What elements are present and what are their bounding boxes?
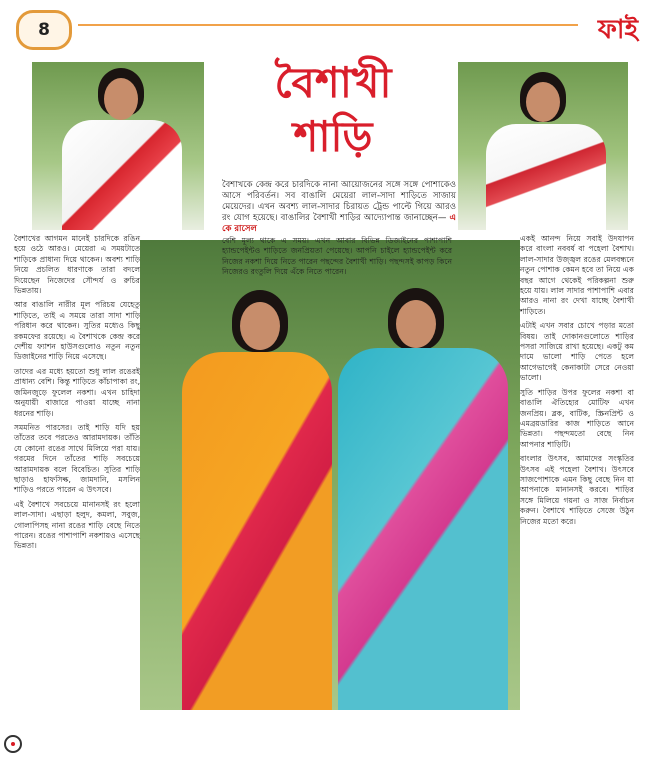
col1-para-4: সমমনিত পারসের। তাই শাড়ি যদি হয় তাঁতের তবে পরতেও আরামদায়ক। তাঁতি যে কোনো রঙের সাথে মিলিয়ে পরা যায়। গরমের দিনে তাঁতের শাড়ি সবচেয়ে আরামদায়ক বলে বিবেচিত। সুতির শাড়ি ছাড়াও হাফসিল্ক, জামদানি, মসলিন শাড়িও পরতে পারেন এ উৎসবে।	[14, 422, 140, 495]
article-title	[208, 58, 458, 178]
photo-model-white-saree	[32, 62, 204, 230]
column-left	[14, 234, 140, 556]
brand-logo: ফাই	[597, 15, 638, 45]
col3-para-4: বাংলার উৎসব, আমাদের সংস্কৃতির উৎসব এই পহেলা বৈশাখ। উৎসবে সাজপোশাকে এমন কিছু বেছে নিন যা আপনাকে মানানসই করবে। শাড়ির সঙ্গে মিলিয়ে গয়না ও সাজ নির্বাচন করুন। বৈশাখে শাড়িতে সেজে উঠুন নিজের মতো করে।	[520, 454, 634, 526]
col1-para-3: তাদের এর মধ্যে হয়তো শুধু লাল রঙেরই প্রাধান্য বেশি। কিন্তু শাড়িতে কাঁচাপাকা রং, জমিনজুড়ে ফুলেল নকশা। এখন চাহিদা অনুযায়ী বাজারে পাওয়া যাচ্ছে নানা ধরনের শাড়ি।	[14, 366, 140, 418]
title-line-2: শাড়ি	[293, 112, 373, 161]
page-header	[0, 0, 650, 50]
column-right	[520, 234, 634, 531]
col3-para-2: এটাই এখন সবার চোখে পড়ার মতো বিষয়। তাই দোকানগুলোতে শাড়ির পসরা সাজিয়ে রাখা হয়েছে। একটু কম দামে ভালো শাড়ি পেতে হলে আগেভাগেই কেনাকাটা সেরে নেওয়া ভালো।	[520, 321, 634, 383]
header-rule	[78, 24, 578, 26]
col3-para-3: সুতি শাড়ির উপর ফুলের নকশা বা বাঙালি ঐতিহ্যের মোটিফ এখন জনপ্রিয়। ব্লক, বাটিক, স্ক্রিনপ্রিন্ট ও এমব্রয়ডারির কাজ শাড়িতে আনে ভিন্নতা। পছন্দমতো বেছে নিন আপনার শাড়িটি।	[520, 387, 634, 449]
byline: এ কে রাসেল	[222, 213, 456, 234]
photo-model-red-white-saree	[458, 62, 628, 230]
col2-para-1: বেশি মূল্য থাকে এ সময়। এখন আবার বিভিন্ন ডিজাইনের পাশাপাশি হ্যান্ডপেইন্টও শাড়িতে জনপ্রিয়তা পেয়েছে। আপনি চাইলে হ্যান্ডপেইন্ট করে নিজের নকশা দিয়ে নিতে পারেন পছন্দের বৈশাখী শাড়ি। পছন্দসই কাপড় কিনে নিজেরও রংতুলি দিয়ে এঁকে নিতে পারেন।	[222, 236, 452, 277]
intro-text: বৈশাখকে কেন্দ্র করে চারদিকে নানা আয়োজনের সঙ্গে সঙ্গে পোশাকেও আসে পরিবর্তন। সব বাঙালি মেয়েরা লাল-সাদা শাড়িতে সাজায় মেয়েদের। এখন অবশ্য লাল-সাদার চিরায়ত ট্রেন্ড পাল্টে গিয়ে আরও রং যোগ হয়েছে। বাঙালির বৈশাখী শাড়ির আদ্যোপান্ত জানাচ্ছেন—	[222, 180, 456, 223]
col1-para-1: বৈশাখের আগমন মানেই চারদিকে রঙিন হয়ে ওঠে আরও। মেয়েরা এ সময়টাতে শাড়িকে প্রাধান্য দিয়ে থাকেন। অবশ্য শাড়ি নিয়ে প্রচলিত ধারণাকে তারা বদলে দিয়েছেন নিজেদের সৌন্দর্য ও রুচির ভিন্নতায়।	[14, 234, 140, 296]
page-number: 8	[38, 20, 50, 40]
title-line-1: বৈশাখী	[274, 58, 392, 107]
col1-para-2: আর বাঙালি নারীর মূল পরিচয় যেহেতু শাড়িতে, তাই এ সময়ে তারা সাদা শাড়ি পরিধান করে থাকেন। সুতির মধ্যেও কিছু রকমফের রয়েছে। এ বৈশাখকে কেন্দ্র করে দেশীয় ফ্যাশন হাউসগুলোও নতুন নতুন ডিজাইনের শাড়ি নিয়ে এসেছে।	[14, 300, 140, 362]
registration-mark-icon	[4, 735, 22, 753]
article-intro	[222, 180, 456, 235]
col3-para-1: একই আনন্দ নিয়ে সবাই উদযাপন করে বাংলা নববর্ষ বা পহেলা বৈশাখ। লাল-সাদার উজ্জ্বল রঙের মেলবন্ধনে নতুন পোশাক কেমন হবে তা নিয়ে এক বছর আগে থেকেই পরিকল্পনা শুরু হয়ে যায়। লাল সাদার পাশাপাশি এবার আরও নানা রং দেখা যাচ্ছে বৈশাখী শাড়িতে।	[520, 234, 634, 316]
photo-two-models-sarees	[140, 240, 520, 710]
page-number-badge	[16, 10, 72, 50]
col1-para-5: এই বৈশাখে সবচেয়ে মানানসই রং হলো লাল-সাদা। এছাড়া হলুদ, কমলা, সবুজ, গোলাপিসহ নানা রঙের শাড়ি বেছে নিতে পারেন। রঙের পাশাপাশি নকশায়ও এসেছে ভিন্নতা।	[14, 499, 140, 551]
column-middle	[222, 236, 452, 282]
